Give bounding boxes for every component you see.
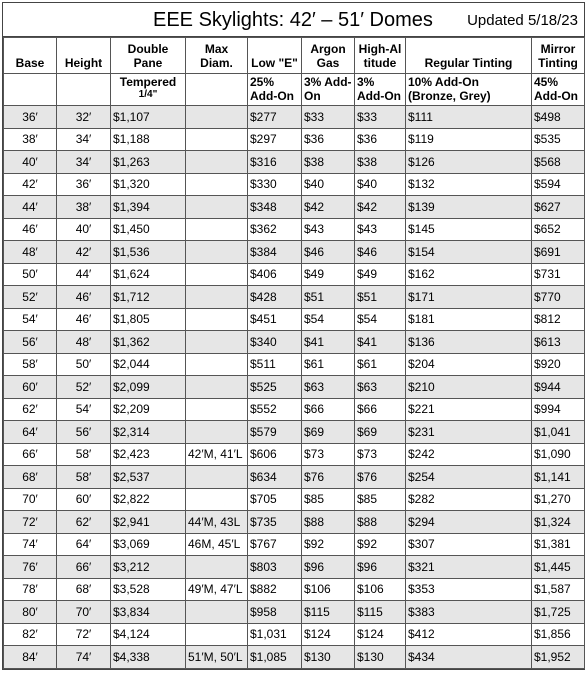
cell-double-pane: $3,834 [111, 601, 186, 624]
subheader-low-e: 25% Add-On [248, 74, 302, 106]
header-high-altitude-a: High-Al [358, 42, 402, 56]
cell-low-e: $705 [248, 488, 302, 511]
table-row [4, 376, 585, 399]
cell-mirror-tinting: $731 [532, 263, 585, 286]
table-row [4, 488, 585, 511]
table-row [4, 646, 585, 669]
cell-mirror-tinting: $812 [532, 308, 585, 331]
cell-base: 82′ [4, 623, 57, 646]
subheader-tempered-label: Tempered [119, 75, 177, 89]
cell-max-diam [186, 241, 248, 264]
cell-regular-tinting: $282 [406, 488, 532, 511]
table-row [4, 443, 585, 466]
cell-double-pane: $4,124 [111, 623, 186, 646]
table-row [4, 286, 585, 309]
table-row [4, 353, 585, 376]
cell-high-altitude: $42 [355, 196, 406, 219]
cell-mirror-tinting: $1,952 [532, 646, 585, 669]
cell-mirror-tinting: $535 [532, 128, 585, 151]
table-row [4, 128, 585, 151]
cell-base: 66′ [4, 443, 57, 466]
cell-argon: $92 [302, 533, 355, 556]
subheader-max-empty [186, 74, 248, 106]
cell-mirror-tinting: $920 [532, 353, 585, 376]
cell-double-pane: $2,044 [111, 353, 186, 376]
header-max-diam: Max Diam. [186, 38, 248, 74]
cell-low-e: $348 [248, 196, 302, 219]
cell-base: 78′ [4, 578, 57, 601]
header-high-altitude [355, 38, 406, 74]
cell-max-diam [186, 218, 248, 241]
cell-height: 52′ [57, 376, 111, 399]
cell-max-diam [186, 398, 248, 421]
cell-max-diam [186, 466, 248, 489]
cell-low-e: $406 [248, 263, 302, 286]
title-bar [3, 3, 584, 37]
cell-argon: $33 [302, 106, 355, 129]
header-argon-gas: Argon Gas [302, 38, 355, 74]
cell-mirror-tinting: $1,141 [532, 466, 585, 489]
cell-regular-tinting: $111 [406, 106, 532, 129]
cell-high-altitude: $76 [355, 466, 406, 489]
cell-height: 42′ [57, 241, 111, 264]
cell-low-e: $958 [248, 601, 302, 624]
cell-mirror-tinting: $1,090 [532, 443, 585, 466]
cell-max-diam: 49′M, 47′L [186, 578, 248, 601]
cell-low-e: $330 [248, 173, 302, 196]
cell-argon: $88 [302, 511, 355, 534]
cell-double-pane: $2,314 [111, 421, 186, 444]
cell-max-diam [186, 331, 248, 354]
cell-high-altitude: $124 [355, 623, 406, 646]
cell-low-e: $882 [248, 578, 302, 601]
cell-argon: $124 [302, 623, 355, 646]
cell-argon: $73 [302, 443, 355, 466]
cell-base: 52′ [4, 286, 57, 309]
cell-mirror-tinting: $627 [532, 196, 585, 219]
cell-high-altitude: $73 [355, 443, 406, 466]
cell-regular-tinting: $294 [406, 511, 532, 534]
cell-high-altitude: $40 [355, 173, 406, 196]
cell-argon: $61 [302, 353, 355, 376]
cell-regular-tinting: $321 [406, 556, 532, 579]
cell-height: 50′ [57, 353, 111, 376]
table-row [4, 556, 585, 579]
cell-double-pane: $2,099 [111, 376, 186, 399]
cell-base: 36′ [4, 106, 57, 129]
header-regular-tinting: Regular Tinting [406, 38, 532, 74]
cell-base: 58′ [4, 353, 57, 376]
cell-base: 54′ [4, 308, 57, 331]
cell-low-e: $579 [248, 421, 302, 444]
cell-height: 34′ [57, 151, 111, 174]
cell-height: 74′ [57, 646, 111, 669]
cell-argon: $85 [302, 488, 355, 511]
cell-high-altitude: $54 [355, 308, 406, 331]
cell-base: 74′ [4, 533, 57, 556]
cell-regular-tinting: $412 [406, 623, 532, 646]
cell-height: 66′ [57, 556, 111, 579]
cell-argon: $66 [302, 398, 355, 421]
subheader-high-altitude: 3% Add-On [355, 74, 406, 106]
price-sheet [2, 2, 585, 670]
table-row [4, 466, 585, 489]
cell-height: 34′ [57, 128, 111, 151]
cell-double-pane: $3,212 [111, 556, 186, 579]
price-table [3, 37, 585, 669]
cell-regular-tinting: $231 [406, 421, 532, 444]
cell-base: 48′ [4, 241, 57, 264]
cell-low-e: $277 [248, 106, 302, 129]
cell-regular-tinting: $353 [406, 578, 532, 601]
header-height: Height [57, 38, 111, 74]
cell-high-altitude: $61 [355, 353, 406, 376]
table-row [4, 623, 585, 646]
cell-height: 44′ [57, 263, 111, 286]
table-body [4, 106, 585, 669]
cell-max-diam [186, 151, 248, 174]
cell-max-diam: 46M, 45′L [186, 533, 248, 556]
cell-base: 42′ [4, 173, 57, 196]
subheader-tempered-thickness: 1/4" [138, 89, 158, 100]
cell-regular-tinting: $145 [406, 218, 532, 241]
cell-low-e: $735 [248, 511, 302, 534]
cell-high-altitude: $115 [355, 601, 406, 624]
table-row [4, 196, 585, 219]
cell-mirror-tinting: $1,270 [532, 488, 585, 511]
table-row [4, 601, 585, 624]
cell-double-pane: $1,263 [111, 151, 186, 174]
cell-mirror-tinting: $1,587 [532, 578, 585, 601]
cell-low-e: $340 [248, 331, 302, 354]
cell-regular-tinting: $181 [406, 308, 532, 331]
cell-low-e: $634 [248, 466, 302, 489]
cell-argon: $96 [302, 556, 355, 579]
cell-argon: $42 [302, 196, 355, 219]
cell-max-diam [186, 601, 248, 624]
cell-high-altitude: $88 [355, 511, 406, 534]
cell-height: 54′ [57, 398, 111, 421]
cell-regular-tinting: $254 [406, 466, 532, 489]
cell-mirror-tinting: $568 [532, 151, 585, 174]
table-row [4, 578, 585, 601]
cell-height: 40′ [57, 218, 111, 241]
cell-low-e: $552 [248, 398, 302, 421]
cell-height: 64′ [57, 533, 111, 556]
cell-regular-tinting: $210 [406, 376, 532, 399]
cell-max-diam [186, 106, 248, 129]
table-row [4, 398, 585, 421]
cell-height: 48′ [57, 331, 111, 354]
cell-low-e: $451 [248, 308, 302, 331]
cell-regular-tinting: $171 [406, 286, 532, 309]
cell-mirror-tinting: $944 [532, 376, 585, 399]
cell-base: 72′ [4, 511, 57, 534]
cell-high-altitude: $51 [355, 286, 406, 309]
cell-height: 60′ [57, 488, 111, 511]
cell-mirror-tinting: $994 [532, 398, 585, 421]
cell-mirror-tinting: $691 [532, 241, 585, 264]
cell-high-altitude: $85 [355, 488, 406, 511]
cell-regular-tinting: $119 [406, 128, 532, 151]
cell-max-diam [186, 263, 248, 286]
cell-height: 32′ [57, 106, 111, 129]
cell-argon: $115 [302, 601, 355, 624]
cell-mirror-tinting: $1,856 [532, 623, 585, 646]
cell-low-e: $606 [248, 443, 302, 466]
cell-high-altitude: $96 [355, 556, 406, 579]
cell-high-altitude: $38 [355, 151, 406, 174]
cell-double-pane: $1,107 [111, 106, 186, 129]
cell-height: 62′ [57, 511, 111, 534]
subheader-mirror-tinting: 45% Add-On [532, 74, 585, 106]
table-row [4, 106, 585, 129]
cell-regular-tinting: $139 [406, 196, 532, 219]
cell-height: 46′ [57, 286, 111, 309]
cell-mirror-tinting: $1,445 [532, 556, 585, 579]
cell-argon: $36 [302, 128, 355, 151]
table-row [4, 331, 585, 354]
cell-regular-tinting: $204 [406, 353, 532, 376]
cell-high-altitude: $33 [355, 106, 406, 129]
cell-low-e: $362 [248, 218, 302, 241]
cell-argon: $51 [302, 286, 355, 309]
cell-argon: $41 [302, 331, 355, 354]
cell-double-pane: $4,338 [111, 646, 186, 669]
cell-high-altitude: $130 [355, 646, 406, 669]
table-row [4, 263, 585, 286]
cell-height: 46′ [57, 308, 111, 331]
cell-base: 76′ [4, 556, 57, 579]
subheader-row [4, 74, 585, 106]
cell-mirror-tinting: $652 [532, 218, 585, 241]
cell-max-diam [186, 421, 248, 444]
table-row [4, 421, 585, 444]
cell-max-diam [186, 623, 248, 646]
cell-high-altitude: $63 [355, 376, 406, 399]
cell-max-diam [186, 488, 248, 511]
cell-regular-tinting: $307 [406, 533, 532, 556]
cell-low-e: $525 [248, 376, 302, 399]
cell-base: 60′ [4, 376, 57, 399]
subheader-argon: 3% Add-On [302, 74, 355, 106]
cell-high-altitude: $66 [355, 398, 406, 421]
cell-regular-tinting: $383 [406, 601, 532, 624]
cell-regular-tinting: $242 [406, 443, 532, 466]
header-high-altitude-b: titude [363, 56, 397, 70]
updated-date: Updated 5/18/23 [467, 12, 578, 29]
cell-max-diam: 51′M, 50′L [186, 646, 248, 669]
cell-max-diam: 44′M, 43L [186, 511, 248, 534]
subheader-base-empty [4, 74, 57, 106]
cell-double-pane: $1,805 [111, 308, 186, 331]
cell-base: 46′ [4, 218, 57, 241]
cell-double-pane: $1,320 [111, 173, 186, 196]
cell-height: 38′ [57, 196, 111, 219]
header-row [4, 38, 585, 74]
cell-base: 38′ [4, 128, 57, 151]
cell-base: 84′ [4, 646, 57, 669]
table-row [4, 151, 585, 174]
cell-argon: $76 [302, 466, 355, 489]
cell-height: 70′ [57, 601, 111, 624]
cell-double-pane: $1,188 [111, 128, 186, 151]
cell-argon: $43 [302, 218, 355, 241]
cell-double-pane: $1,450 [111, 218, 186, 241]
cell-max-diam [186, 556, 248, 579]
cell-regular-tinting: $434 [406, 646, 532, 669]
subheader-height-empty [57, 74, 111, 106]
header-base: Base [4, 38, 57, 74]
cell-double-pane: $2,209 [111, 398, 186, 421]
cell-mirror-tinting: $594 [532, 173, 585, 196]
cell-double-pane: $2,423 [111, 443, 186, 466]
cell-base: 62′ [4, 398, 57, 421]
cell-high-altitude: $36 [355, 128, 406, 151]
cell-argon: $40 [302, 173, 355, 196]
header-double-pane: Double Pane [111, 38, 186, 74]
cell-low-e: $803 [248, 556, 302, 579]
cell-height: 58′ [57, 466, 111, 489]
cell-argon: $69 [302, 421, 355, 444]
cell-low-e: $767 [248, 533, 302, 556]
cell-height: 36′ [57, 173, 111, 196]
cell-high-altitude: $106 [355, 578, 406, 601]
cell-double-pane: $1,362 [111, 331, 186, 354]
page-title: EEE Skylights: 42′ – 51′ Domes [153, 9, 433, 31]
cell-double-pane: $1,624 [111, 263, 186, 286]
cell-double-pane: $1,394 [111, 196, 186, 219]
cell-argon: $106 [302, 578, 355, 601]
cell-high-altitude: $41 [355, 331, 406, 354]
cell-max-diam [186, 173, 248, 196]
cell-mirror-tinting: $1,041 [532, 421, 585, 444]
cell-double-pane: $2,822 [111, 488, 186, 511]
cell-low-e: $428 [248, 286, 302, 309]
cell-height: 68′ [57, 578, 111, 601]
cell-high-altitude: $43 [355, 218, 406, 241]
cell-low-e: $1,031 [248, 623, 302, 646]
cell-high-altitude: $92 [355, 533, 406, 556]
cell-argon: $130 [302, 646, 355, 669]
cell-mirror-tinting: $498 [532, 106, 585, 129]
cell-low-e: $1,085 [248, 646, 302, 669]
cell-height: 56′ [57, 421, 111, 444]
cell-base: 68′ [4, 466, 57, 489]
cell-double-pane: $3,069 [111, 533, 186, 556]
cell-mirror-tinting: $770 [532, 286, 585, 309]
cell-mirror-tinting: $1,324 [532, 511, 585, 534]
cell-argon: $49 [302, 263, 355, 286]
cell-argon: $46 [302, 241, 355, 264]
cell-base: 50′ [4, 263, 57, 286]
header-mirror-tinting: Mirror Tinting [532, 38, 585, 74]
cell-max-diam [186, 353, 248, 376]
cell-base: 64′ [4, 421, 57, 444]
cell-double-pane: $1,536 [111, 241, 186, 264]
cell-regular-tinting: $162 [406, 263, 532, 286]
cell-regular-tinting: $132 [406, 173, 532, 196]
table-row [4, 241, 585, 264]
cell-regular-tinting: $136 [406, 331, 532, 354]
cell-low-e: $316 [248, 151, 302, 174]
cell-mirror-tinting: $613 [532, 331, 585, 354]
cell-high-altitude: $49 [355, 263, 406, 286]
table-row [4, 173, 585, 196]
cell-base: 56′ [4, 331, 57, 354]
subheader-tempered [111, 74, 186, 106]
cell-double-pane: $2,537 [111, 466, 186, 489]
cell-double-pane: $2,941 [111, 511, 186, 534]
table-row [4, 511, 585, 534]
cell-base: 80′ [4, 601, 57, 624]
cell-argon: $38 [302, 151, 355, 174]
cell-mirror-tinting: $1,381 [532, 533, 585, 556]
cell-base: 70′ [4, 488, 57, 511]
cell-height: 58′ [57, 443, 111, 466]
cell-high-altitude: $46 [355, 241, 406, 264]
header-low-e: Low "E" [248, 38, 302, 74]
cell-max-diam [186, 196, 248, 219]
cell-double-pane: $3,528 [111, 578, 186, 601]
subheader-regular-tinting: 10% Add-On (Bronze, Grey) [406, 74, 532, 106]
cell-low-e: $297 [248, 128, 302, 151]
cell-double-pane: $1,712 [111, 286, 186, 309]
table-row [4, 218, 585, 241]
cell-base: 40′ [4, 151, 57, 174]
cell-max-diam [186, 286, 248, 309]
cell-regular-tinting: $154 [406, 241, 532, 264]
cell-max-diam: 42′M, 41′L [186, 443, 248, 466]
cell-low-e: $384 [248, 241, 302, 264]
cell-high-altitude: $69 [355, 421, 406, 444]
cell-max-diam [186, 376, 248, 399]
cell-argon: $63 [302, 376, 355, 399]
table-row [4, 308, 585, 331]
cell-max-diam [186, 128, 248, 151]
cell-max-diam [186, 308, 248, 331]
cell-low-e: $511 [248, 353, 302, 376]
cell-mirror-tinting: $1,725 [532, 601, 585, 624]
cell-regular-tinting: $221 [406, 398, 532, 421]
cell-base: 44′ [4, 196, 57, 219]
table-row [4, 533, 585, 556]
cell-argon: $54 [302, 308, 355, 331]
cell-height: 72′ [57, 623, 111, 646]
cell-regular-tinting: $126 [406, 151, 532, 174]
